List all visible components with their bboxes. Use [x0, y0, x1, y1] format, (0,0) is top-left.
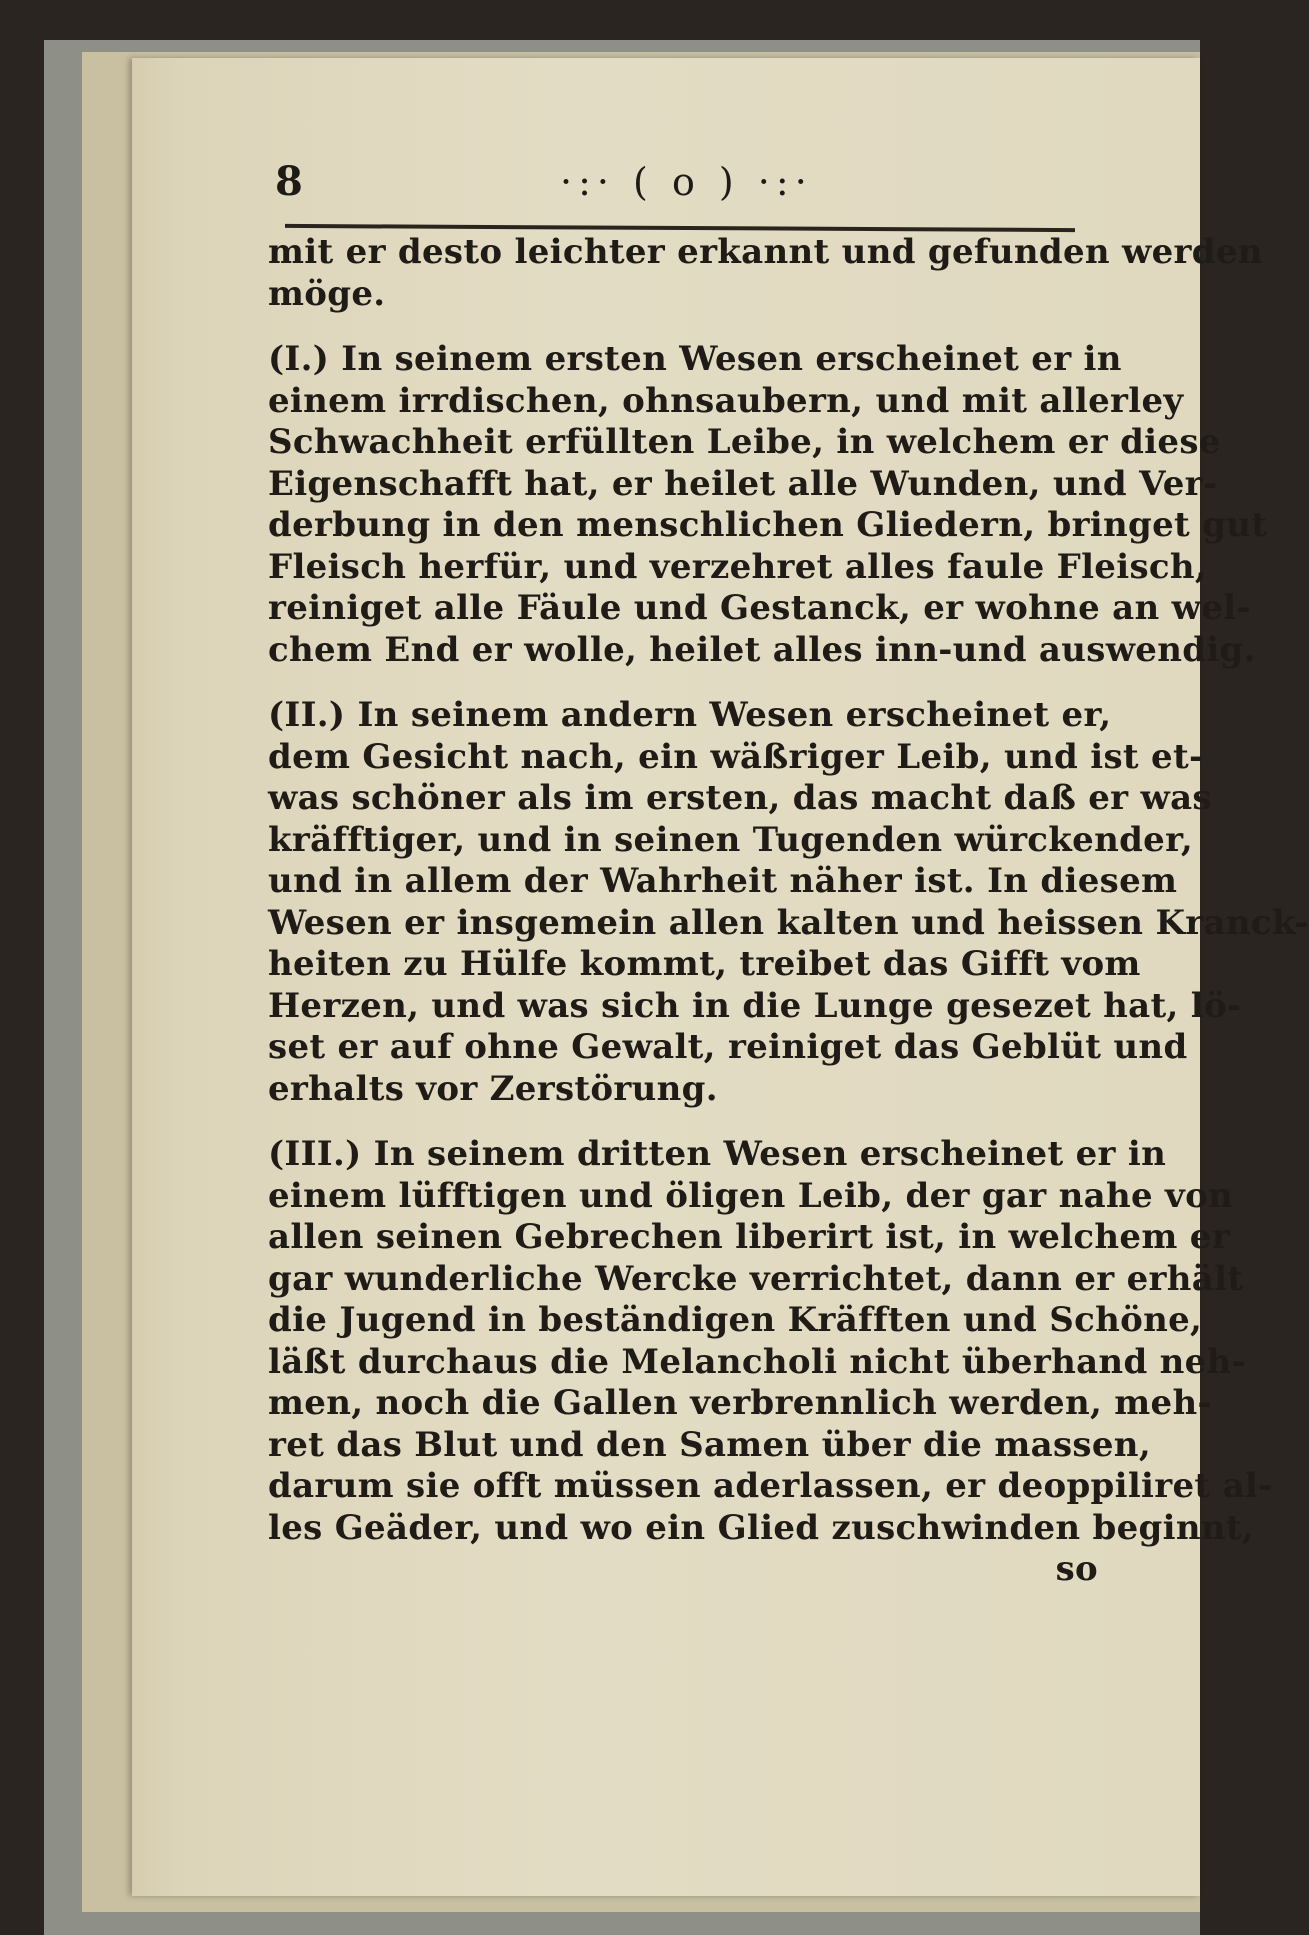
paragraph-gap: [268, 315, 1108, 339]
text-line: dem Gesicht nach, ein wäßriger Leib, und ist et-: [268, 736, 1204, 777]
text-line: kräfftiger, und in seinen Tugenden würckender,: [268, 819, 1193, 860]
text-line: mit er desto leichter erkannt und gefunden werden: [268, 232, 1263, 272]
text-line: einem irrdischen, ohnsaubern, und mit allerley: [268, 380, 1184, 421]
text-line: was schöner als im ersten, das macht daß er was: [268, 778, 1212, 818]
paragraph-gap: [268, 1110, 1108, 1134]
text-line: Eigenschafft hat, er heilet alle Wunden, und Ver-: [268, 463, 1218, 504]
body-text: [268, 232, 1309, 1591]
paragraph-gap: [268, 671, 1108, 695]
text-line: Herzen, und was sich in die Lunge gesezet hat, lö-: [268, 985, 1242, 1026]
text-line: (III.) In seinem dritten Wesen erscheinet er in: [268, 1134, 1167, 1174]
text-line: erhalts vor Zerstörung.: [268, 1068, 718, 1109]
text-line: les Geäder, und wo ein Glied zuschwinden beginnt,: [268, 1507, 1255, 1548]
text-line: reiniget alle Fäule und Gestanck, er wohne an wel-: [268, 588, 1251, 628]
text-line: set er auf ohne Gewalt, reiniget das Geblüt und: [268, 1027, 1188, 1067]
text-line: derbung in den menschlichen Gliedern, bringet gut: [268, 505, 1268, 545]
text-line: und in allem der Wahrheit näher ist. In diesem: [268, 861, 1178, 901]
text-line: gar wunderliche Wercke verrichtet, dann er erhält: [268, 1258, 1244, 1299]
text-line: einem lüfftigen und öligen Leib, der gar nahe von: [268, 1175, 1234, 1216]
header-ornament: ·:· ( o ) ·:·: [560, 160, 813, 204]
text-line: Wesen er insgemein allen kalten und heissen Kranck-: [268, 902, 1309, 943]
text-line: läßt durchaus die Melancholi nicht überhand neh-: [268, 1341, 1247, 1382]
text-line: men, noch die Gallen verbrennlich werden, meh-: [268, 1383, 1212, 1423]
catchword: so: [1055, 1549, 1098, 1589]
text-line: (II.) In seinem andern Wesen erscheinet er,: [268, 695, 1112, 735]
text-line: die Jugend in beständigen Kräfften und Schöne,: [268, 1300, 1203, 1340]
text-line: heiten zu Hülfe kommt, treibet das Gifft vom: [268, 944, 1141, 984]
text-line: darum sie offt müssen aderlassen, er deoppiliret al-: [268, 1466, 1273, 1506]
text-line: (I.) In seinem ersten Wesen erscheinet er in: [268, 339, 1122, 379]
page-number: 8: [275, 158, 303, 205]
text-line: allen seinen Gebrechen liberirt ist, in welchem er: [268, 1217, 1230, 1257]
text-line: Fleisch herfür, und verzehret alles faule Fleisch,: [268, 546, 1208, 587]
text-line: möge.: [268, 273, 386, 314]
text-line: Schwachheit erfüllten Leibe, in welchem er diese: [268, 422, 1221, 462]
page-header: [270, 158, 1070, 218]
text-line: chem End er wolle, heilet alles inn-und auswendig.: [268, 629, 1256, 670]
text-line: ret das Blut und den Samen über die massen,: [268, 1424, 1151, 1465]
